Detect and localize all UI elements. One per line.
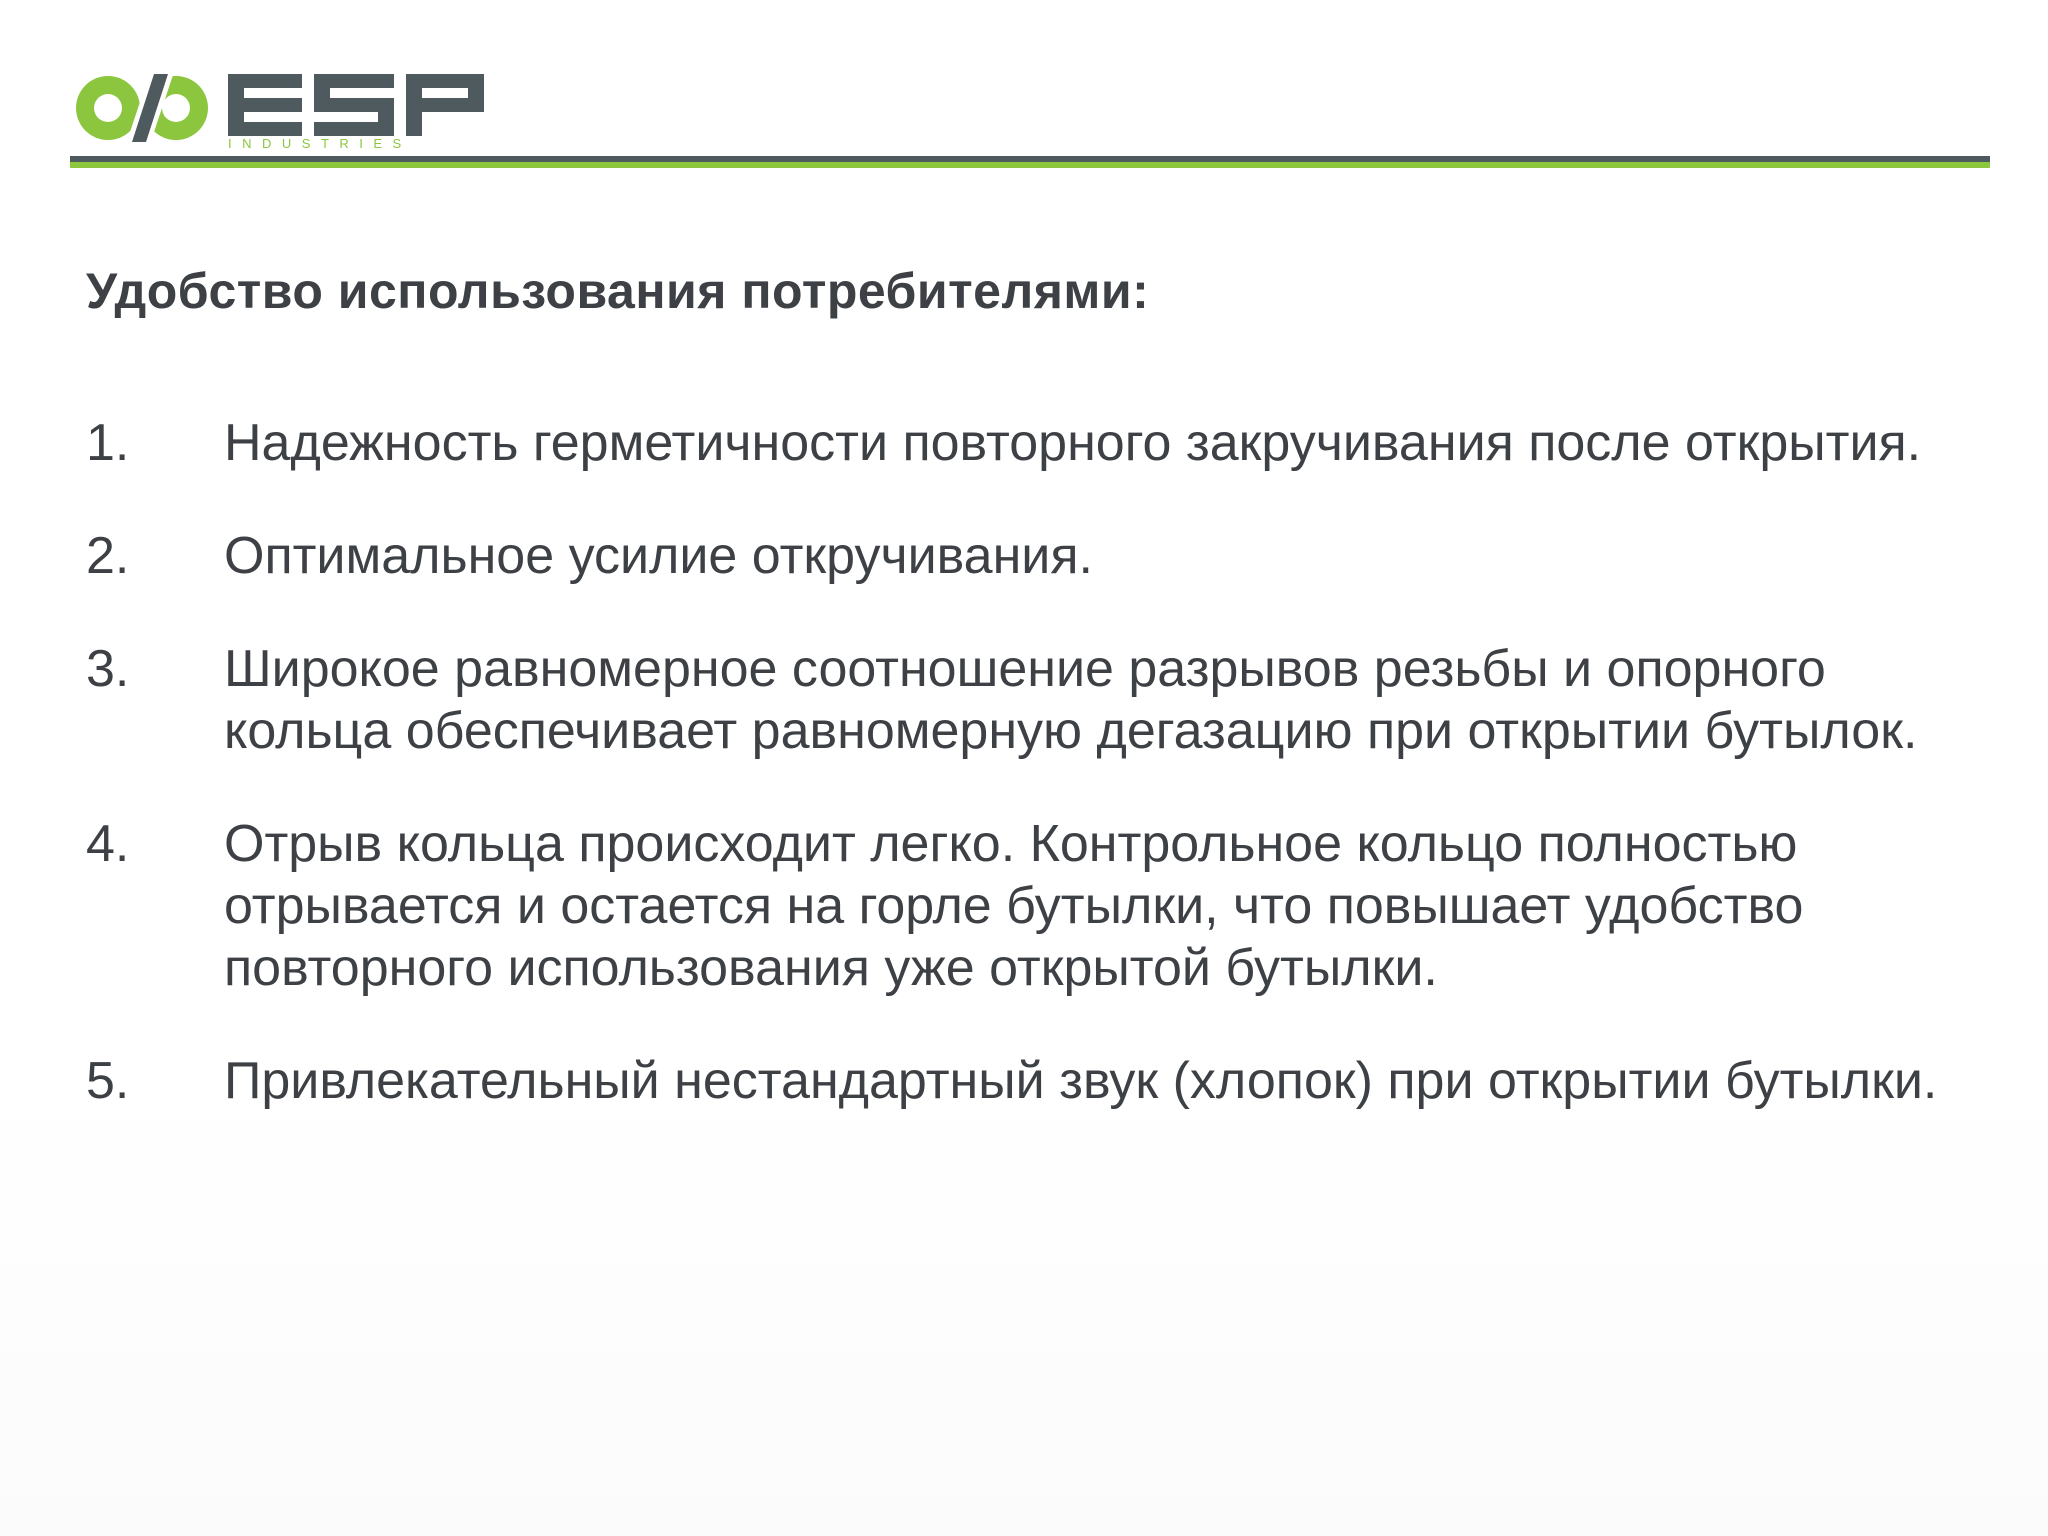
- list-item-number: 4.: [86, 815, 130, 873]
- list-item: [86, 813, 1986, 999]
- list-item-text: Отрыв кольца происходит легко. Контрольное кольцо полностью отрывается и остается на горле бутылки, что повышает удобство повторного использования уже открытой бутылки.: [224, 815, 1804, 997]
- header-divider-green: [70, 162, 1990, 168]
- list-item-text: Оптимальное усилие откручивания.: [224, 527, 1093, 585]
- list-item-text: Надежность герметичности повторного закручивания после открытия.: [224, 414, 1922, 472]
- list-item-number: 3.: [86, 640, 130, 698]
- list-item-text: Привлекательный нестандартный звук (хлопок) при открытии бутылки.: [224, 1052, 1938, 1110]
- list-item: [86, 525, 1986, 587]
- list-item-number: 2.: [86, 527, 130, 585]
- logo-subtitle-text: INDUSTRIES: [228, 136, 412, 150]
- list-item-number: 1.: [86, 414, 130, 472]
- list-item: [86, 638, 1986, 762]
- list-item-number: 5.: [86, 1052, 130, 1110]
- logo-brand-text: ESP: [70, 68, 73, 69]
- header-divider: [70, 156, 1990, 168]
- esp-industries-logo: [70, 68, 510, 150]
- list-item: [86, 412, 1986, 474]
- list-item: [86, 1050, 1986, 1112]
- benefits-list: [86, 412, 1986, 1112]
- list-item-text: Широкое равномерное соотношение разрывов резьбы и опорного кольца обеспечивает равномерную дегазацию при открытии бутылок.: [224, 640, 1918, 760]
- slide-title: Удобство использования потребителями:: [86, 263, 1150, 319]
- esp-infinity-mark-icon: [70, 68, 510, 150]
